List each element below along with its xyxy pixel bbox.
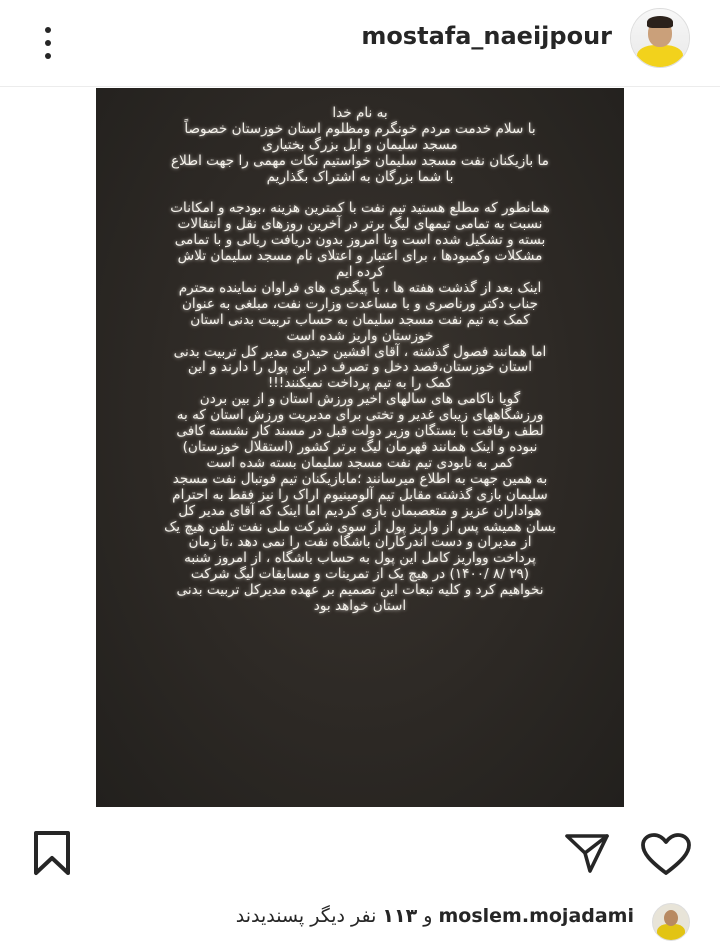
letter-line: به نام خدا xyxy=(332,105,388,121)
letter-line: نخواهیم کرد و کلیه تبعات این تصمیم بر عهده مدیرکل تربیت بدنی xyxy=(176,582,544,599)
letter-line: سلیمان بازی گذشته مقابل تیم آلومینیوم اراک را نیز فقط به احترام xyxy=(172,486,548,503)
letter-line: نبوده و اینک همانند قهرمان لیگ برتر کشور (استقلال خوزستان) xyxy=(182,439,538,456)
dot xyxy=(45,53,51,59)
letter-line: همانطور که مطلع هستید تیم نفت با کمترین هزینه ،بودجه و امکانات xyxy=(170,200,550,217)
liker-avatar[interactable] xyxy=(652,903,690,941)
letter-line: خوزستان واریز شده است xyxy=(286,327,434,344)
letter-line: اما همانند فصول گذشته ، آقای افشین حیدری مدیر کل تربیت بدنی xyxy=(173,343,547,360)
letter-text xyxy=(120,106,600,615)
likes-suffix: نفر دیگر پسندیدند xyxy=(235,905,377,927)
liker-username[interactable]: moslem.mojadami xyxy=(438,905,634,927)
letter-line: جناب دکتر ورناصری و با مساعدت وزارت نفت، مبلغی به عنوان xyxy=(181,295,539,312)
post-image[interactable] xyxy=(96,88,624,807)
letter-line: استان خوزستان،قصد دخل و تصرف در این پول را دارند و این xyxy=(187,359,533,376)
bookmark-icon[interactable] xyxy=(32,830,72,876)
likes-count: ۱۱۳ xyxy=(382,905,418,927)
more-options-icon[interactable] xyxy=(30,18,66,68)
letter-line: با شما بزرگان به اشتراک بگذاریم xyxy=(266,168,454,185)
letter-line: مسجد سلیمان و ایل بزرگ بختیاری xyxy=(262,136,458,153)
share-icon[interactable] xyxy=(564,832,610,874)
letter-line: کرده ایم xyxy=(335,264,385,281)
letter-line: با سلام خدمت مردم خونگرم ومظلوم استان خوزستان خصوصاً xyxy=(184,120,536,137)
likes-conjunction: و xyxy=(423,905,433,927)
action-bar xyxy=(0,812,720,892)
letter-line: ما بازیکنان نفت مسجد سلیمان خواستیم نکات مهمی را جهت اطلاع xyxy=(171,152,549,169)
letter-line: گویا ناکامی های سالهای اخیر ورزش استان و از بین بردن xyxy=(199,391,521,408)
letter-line: کمک به تیم نفت مسجد سلیمان به حساب تربیت بدنی استان xyxy=(190,311,530,328)
letter-line: استان خواهد بود xyxy=(313,598,407,615)
letter-line: از مدیران و دست اندرکاران باشگاه نفت را نمی دهد ،تا زمان xyxy=(188,534,532,551)
letter-line: بسته و تشکیل شده است وتا امروز بدون دریافت ریالی و با تمامی xyxy=(174,232,546,249)
letter-line: به همین جهت به اطلاع میرسانند ؛مابازیکنان تیم فوتبال نفت مسجد xyxy=(172,470,548,487)
heart-icon[interactable] xyxy=(640,832,692,876)
letter-line: بسان همیشه پس از واریز پول از سوی شرکت ملی نفت تلفن هیچ یک xyxy=(164,518,556,535)
letter-line: اینک بعد از گذشت هفته ها ، با پیگیری های فراوان نماینده محترم xyxy=(178,279,542,296)
post-header xyxy=(0,0,720,86)
likes-summary[interactable] xyxy=(236,905,634,927)
letter-line: لطف رفاقت با بستگان وزیر دولت قبل در مسند کار نشسته کافی xyxy=(176,423,544,440)
letter-line: هواداران عزیز و متعصبمان بازی کردیم اما اینک که آقای مدیر کل xyxy=(178,502,542,519)
letter-line: مشکلات وکمبودها ، برای اعتبار و اعتلای نام مسجد سلیمان تلاش xyxy=(177,248,543,265)
letter-line: پرداخت وواریز کامل این پول به حساب باشگاه ، از امروز شنبه xyxy=(184,550,536,567)
profile-avatar[interactable] xyxy=(630,8,690,68)
letter-line: (۲۹ /۸ /۱۴۰۰) در هیچ یک از تمرینات و مسابقات لیگ شرکت xyxy=(190,566,530,583)
dot xyxy=(45,27,51,33)
letter-line: کمر به نابودی تیم نفت مسجد سلیمان بسته شده است xyxy=(206,454,514,471)
letter-line: کمک را به تیم پرداخت نمیکنند!!! xyxy=(267,375,453,392)
header-divider xyxy=(0,86,720,87)
letter-line: نسبت به تمامی تیمهای لیگ برتر در آخرین روزهای نقل و انتقالات xyxy=(177,216,543,233)
letter-line: ورزشگاههای زیبای غدیر و تختی برای مدیریت ورزش استان که به xyxy=(176,407,544,424)
dot xyxy=(45,40,51,46)
post-username[interactable]: mostafa_naeijpour xyxy=(361,22,612,50)
